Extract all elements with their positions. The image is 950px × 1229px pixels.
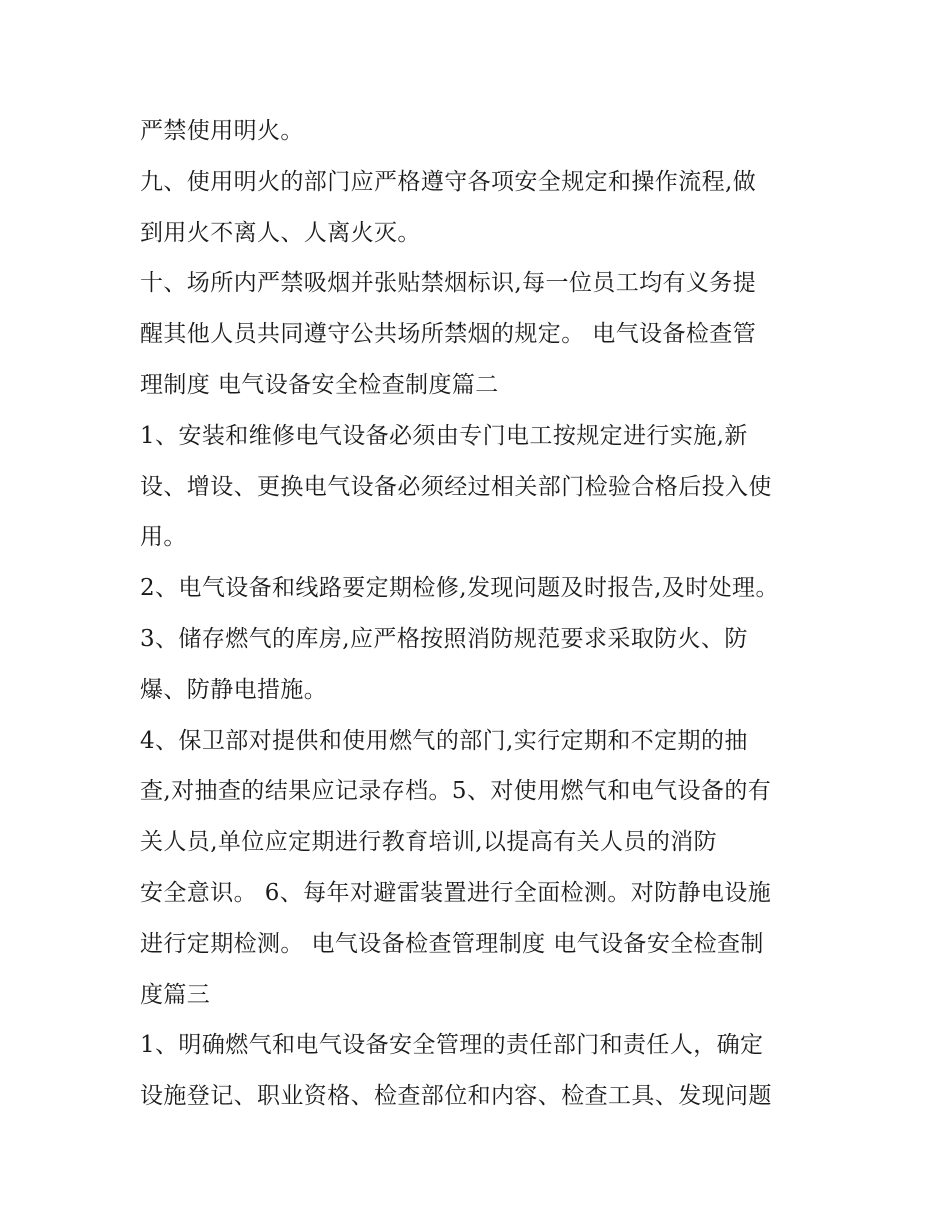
text-line: 用。 bbox=[140, 524, 187, 551]
text-line: 度篇三 bbox=[140, 981, 211, 1008]
text-line: 关人员,单位应定期进行教育培训,以提高有关人员的消防 bbox=[140, 829, 718, 856]
text-line: 进行定期检测。 电气设备检查管理制度 电气设备安全检查制 bbox=[140, 930, 764, 957]
text-line: 设、增设、更换电气设备必须经过相关部门检验合格后投入使 bbox=[140, 473, 772, 500]
text-line: 到用火不离人、人离火灭。 bbox=[140, 219, 421, 246]
text-line: 九、使用明火的部门应严格遵守各项安全规定和操作流程,做 bbox=[140, 168, 757, 195]
text-line: 理制度 电气设备安全检查制度篇二 bbox=[140, 371, 499, 398]
text-line: 4、保卫部对提供和使用燃气的部门,实行定期和不定期的抽 bbox=[140, 727, 748, 754]
text-line: 查,对抽查的结果应记录存档。5、对使用燃气和电气设备的有 bbox=[140, 778, 772, 805]
text-line: 设施登记、职业资格、检查部位和内容、检查工具、发现问题 bbox=[140, 1083, 772, 1110]
text-line: 爆、防静电措施。 bbox=[140, 676, 328, 703]
text-line: 严禁使用明火。 bbox=[140, 118, 304, 144]
text-line: 1、明确燃气和电气设备安全管理的责任部门和责任人，确定 bbox=[140, 1032, 764, 1059]
text-line: 安全意识。 6、每年对避雷装置进行全面检测。对防静电设施 bbox=[140, 879, 772, 906]
text-line: 醒其他人员共同遵守公共场所禁烟的规定。 电气设备检查管 bbox=[140, 321, 757, 348]
document-body bbox=[140, 106, 830, 1122]
text-line: 2、电气设备和线路要定期检修,发现问题及时报告,及时处理。 bbox=[140, 575, 779, 602]
text-line: 十、场所内严禁吸烟并张贴禁烟标识,每一位员工均有义务提 bbox=[140, 270, 757, 297]
text-line: 3、储存燃气的库房,应严格按照消防规范要求采取防火、防 bbox=[140, 625, 748, 652]
text-line: 1、安装和维修电气设备必须由专门电工按规定进行实施,新 bbox=[140, 422, 748, 449]
